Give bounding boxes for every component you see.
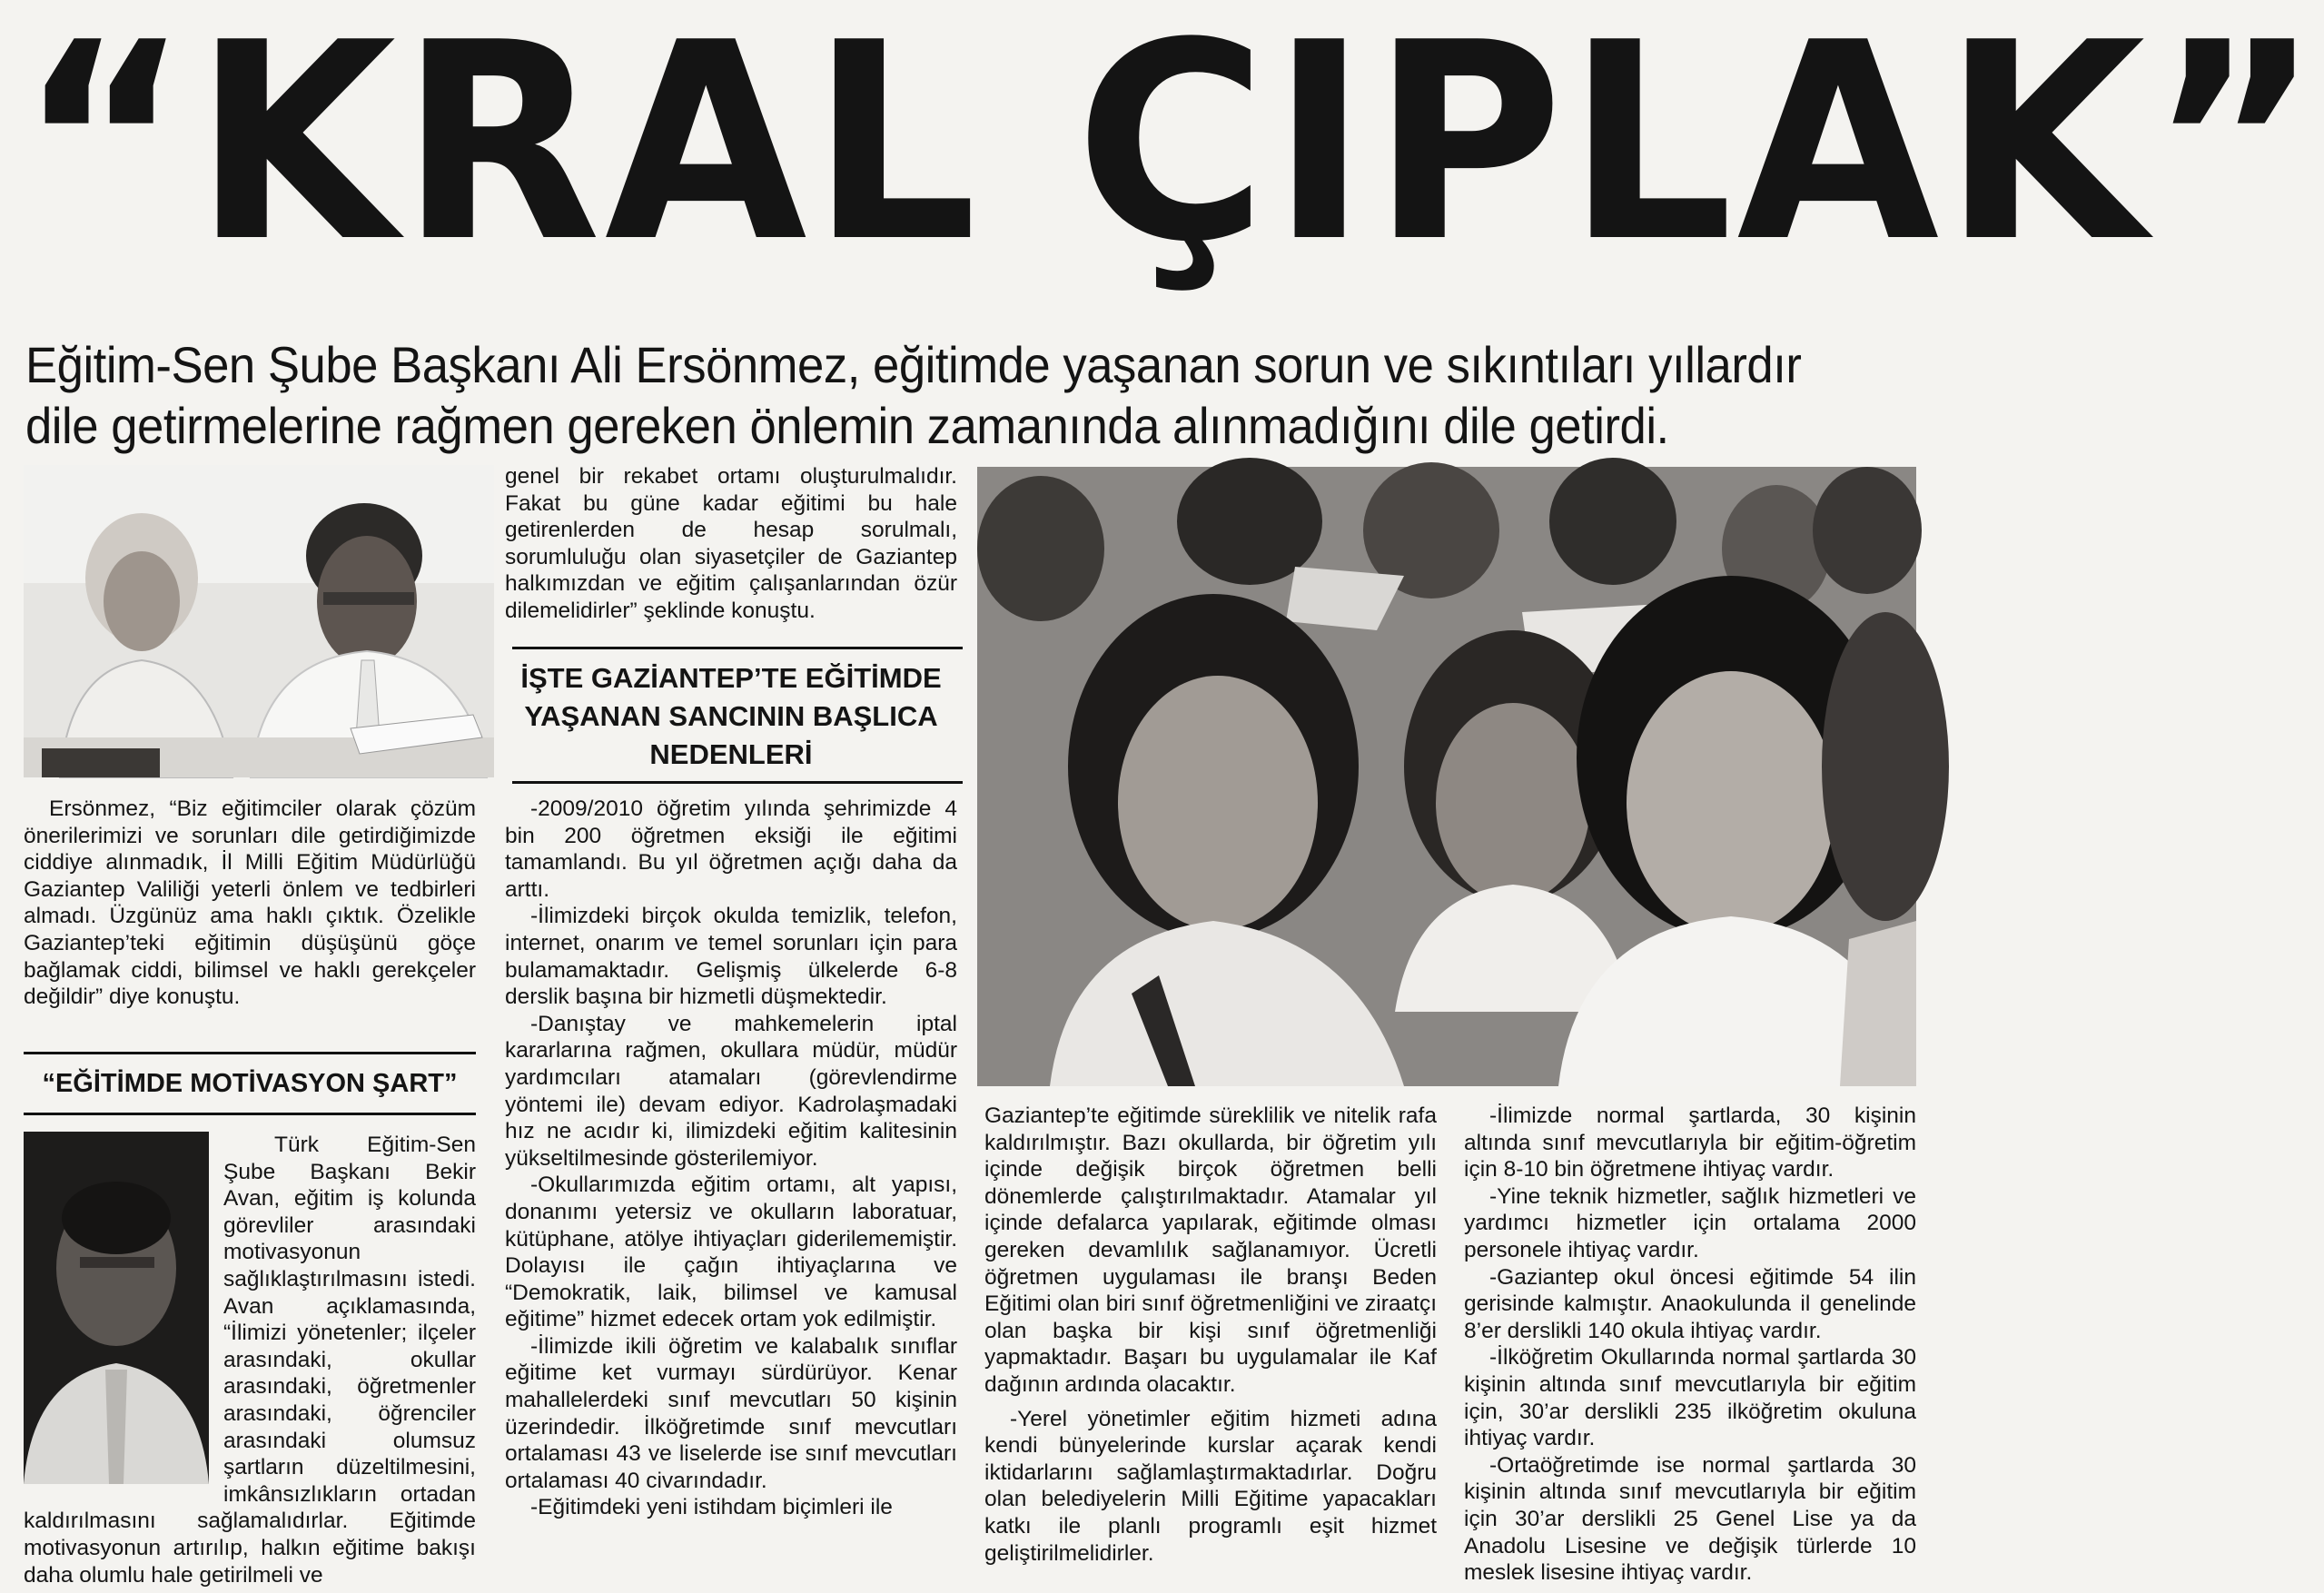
- photo-students: [977, 467, 1916, 1086]
- col3-paragraph-1: Gaziantep’te eğitimde süreklilik ve nitelik rafa kaldırılmıştır. Bazı okullarda, bir öğretim yılı içinde değişik birçok öğretmen belli dönemlerde çalıştırılmaktadır. Atamalar yıl içinde defalarca yapılarak, eğitimde olması gereken devamlılık sağlanamıyor. Ücretli öğretmen uygulaması ile branşı Beden Eğitimi olan biri sınıf öğretmenliğini ve ziraatçı olan başka bir kişi sınıf öğretmenliği yapmaktadır. Başarı bu uygulamalar ile Kaf dağının ardında olacaktır.: [984, 1103, 1437, 1397]
- col1-subhead-rule-bottom: [24, 1113, 476, 1115]
- col4-item-2: -Yine teknik hizmetler, sağlık hizmetleri ve yardımcı hizmetler için ortalama 2000 personele ihtiyaç vardır.: [1464, 1183, 1916, 1262]
- column-4: [1464, 1103, 1916, 1587]
- col1-paragraph-2: Türk Eğitim-Sen Şube Başkanı Bekir Avan, eğitim iş kolunda görevliler arasındaki motivasyonun sağlıklaştırılmasını istedi. Avan açıklamasında, “İlimizi yönetenler; ilçeler arasındaki, okullar arasındaki, öğretmenler arasındaki, öğrenciler arasındaki olumsuz şartların düzeltilmesini, imkânsızlıkların ortadan kaldırılmasını sağlamalıdırlar. Eğitimde motivasyonun artırılıp, halkın eğitime bakışı daha olumlu hale getirilmeli ve: [24, 1133, 476, 1588]
- col4-item-4: -İlköğretim Okullarında normal şartlarda 30 kişinin altında sınıf mevcutlarıyla bir eğitim için, 30’ar derslikli 235 ilköğretim okuluna ihtiyaç vardır.: [1464, 1345, 1916, 1451]
- col4-item-5: -Ortaöğretimde ise normal şartlarda 30 kişinin altında sınıf mevcutlarıyla bir eğitim için 30’ar derslikli 25 Genel Lise ya da Anadolu Lisesine ve değişik türlerde 10 meslek lisesine ihtiyaç vardır.: [1464, 1452, 1916, 1586]
- column-2-list: [505, 796, 957, 1521]
- col2-subhead-rule-top: [512, 647, 963, 649]
- col3-paragraph-2: -Yerel yönetimler eğitim hizmeti adına kendi bünyelerinde kurslar açarak kendi iktidarlarını sağlamlaştırmaktadırlar. Doğru olan belediyelerin Milli Eğitime yapacakları katkı ile planlı programlı eşit hizmet geliştirilmelidirler.: [984, 1406, 1437, 1566]
- col2-item-1: -2009/2010 öğretim yılında şehrimizde 4 bin 200 öğretmen eksiği ile eğitimi tamamlandı. Bu yıl öğretmen açığı daha da arttı.: [505, 796, 957, 902]
- column-3: [984, 1103, 1437, 1567]
- col1-subhead: “EĞİTİMDE MOTİVASYON ŞART”: [42, 1069, 458, 1098]
- col1-paragraph-1: Ersönmez, “Biz eğitimciler olarak çözüm önerilerimizi ve sorunları dile getirdiğimizde ciddiye alınmadık, İl Milli Eğitim Müdürlüğü Gaziantep Valiliği yeterli önlem ve tedbirleri almadı. Üzgünüz ama haklı çıktık. Özelikle Gaziantep’teki eğitimin düşüşünü göçe bağlamak ciddi, bilimsel ve haklı gerekçeler değildir” diye konuştu.: [24, 796, 476, 1010]
- col4-item-1: -İlimizde normal şartlarda, 30 kişinin altında sınıf mevcutlarıyla bir eğitim-öğretim için 8-10 bin öğretmene ihtiyaç vardır.: [1464, 1103, 1916, 1182]
- column-2-top: [505, 463, 957, 625]
- col1-subhead-rule-top: [24, 1052, 476, 1054]
- col2-item-4: -Okullarımızda eğitim ortamı, alt yapısı, donanımı yetersiz ve okulların laboratuar, kütüphane, atölye ihtiyaçları giderilememiştir. Dolayısı ile çağın ihtiyaçlarına ve “Demokratik, laik, bilimsel ve kamusal eğitime” hizmet edecek ortam yok edilmiştir.: [505, 1172, 957, 1332]
- col2-item-6: -Eğitimdeki yeni istihdam biçimleri ile: [530, 1495, 893, 1520]
- column-1-wrapped: [24, 1132, 476, 1588]
- col2-subhead: [505, 659, 957, 774]
- deck-subtitle: Eğitim-Sen Şube Başkanı Ali Ersönmez, eğitimde yaşanan sorun ve sıkıntıları yıllardır dile getirmelerine rağmen gereken önlemin zamanında alınmadığını dile getirdi.: [25, 336, 1802, 454]
- col2-subhead-line-2: YAŞANAN SANCININ BAŞLICA: [524, 700, 938, 732]
- col4-item-3: -Gaziantep okul öncesi eğitimde 54 ilin gerisinde kalmıştır. Anaokulunda il genelinde 8’er derslikli 140 okula ihtiyaç vardır.: [1464, 1264, 1916, 1343]
- col2-subhead-rule-bottom: [512, 781, 963, 784]
- headline: “KRAL ÇIPLAK”: [18, 0, 2324, 302]
- col2-item-3: -Danıştay ve mahkemelerin iptal kararlarına rağmen, okullara müdür, müdür yardımcıları atamaları (görevlendirme yöntemi ile) devam ediyor. Kadrolaşmadaki hız ne acıdır ki, ilimizdeki eğitim kalitesinin yükseltilmesinde gösterilemiyor.: [505, 1011, 957, 1171]
- column-1-paragraph: [24, 796, 476, 1011]
- photo-officials: [24, 465, 494, 777]
- col2-paragraph-0: genel bir rekabet ortamı oluşturulmalıdır. Fakat bu güne kadar eğitimi bu hale getirenlerden de hesap sorulmalı, sorumluluğu olan siyasetçiler de Gaziantep halkımızdan ve eğitim çalışanlarından özür dilemelidirler” şeklinde konuştu.: [505, 464, 957, 623]
- col2-item-5: -İlimizde ikili öğretim ve kalabalık sınıflar eğitime ket vurmayı sürdürüyor. Kenar mahallelerdeki sınıf mevcutları 50 kişinin üzerindedir. İlköğretimde sınıf mevcutları ortalaması 43 ve liselerde ise sınıf mevcutları ortalaması 40 civarındadır.: [505, 1333, 957, 1493]
- col2-subhead-line-1: İŞTE GAZİANTEP’TE EĞİTİMDE: [520, 662, 942, 694]
- col2-item-2: -İlimizdeki birçok okulda temizlik, telefon, internet, onarım ve temel sorunları için para bulamamaktadır. Gelişmiş ülkelerde 6-8 derslik başına bir hizmetli düşmektedir.: [505, 904, 957, 1010]
- col2-subhead-line-3: NEDENLERİ: [649, 738, 813, 770]
